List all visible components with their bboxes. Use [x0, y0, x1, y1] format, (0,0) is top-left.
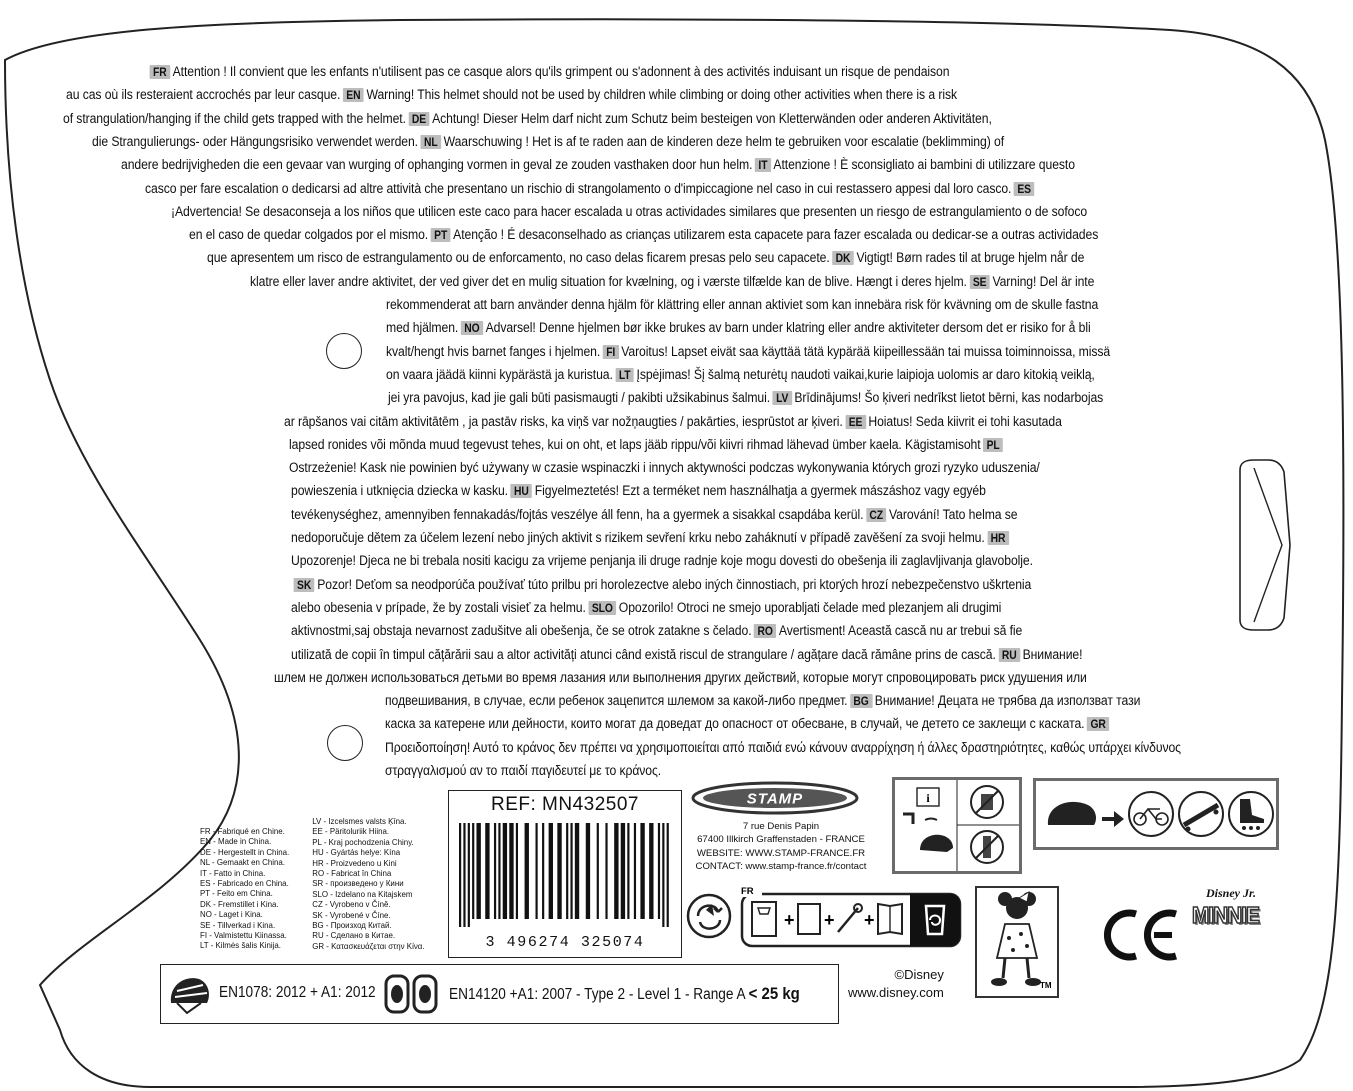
warning-text: Achtung! Dieser Helm darf nicht zum Schutz beim besteigen von Kletterwänden oder anderen Aktivitäten, — [432, 110, 992, 127]
made-in-line: RU - Сделано в Китае. — [312, 930, 396, 941]
barcode-bar — [494, 823, 496, 919]
ce-mark — [1100, 906, 1182, 964]
language-tag: FI — [603, 345, 619, 359]
warning-text: Varning! Del är inte — [992, 273, 1095, 290]
warning-line — [284, 411, 1062, 434]
warning-line — [250, 271, 1094, 294]
warning-line — [171, 201, 1087, 224]
made-in-line: PL - Kraj pochodzenia Chiny. — [312, 836, 414, 847]
address-line: 7 rue Denis Papin — [742, 821, 820, 832]
warning-line — [386, 341, 1110, 364]
warning-text: Pozor! Deťom sa neodporúča používať túto prilbu pri horolezectve alebo iných činnostiach, pri ktorých hrozí nebezpečenstvo uškrtenia — [317, 576, 1032, 593]
svg-text:+: + — [864, 910, 875, 930]
made-in-line: DE - Hergestellt in China. — [200, 846, 290, 857]
warning-text: au cas où ils resteraient accrochés par leur casque. — [66, 87, 341, 104]
barcode-bar — [459, 823, 461, 927]
warning-text: nedoporučuje dětem za účelem lezení nebo jiných aktivit s rizikem sevření krku nebo zaháknutí v případě zavěšení za svoji helmu. — [291, 530, 985, 546]
warning-text: Upozorenje! Djeca ne bi trebala nositi kacigu za vrijeme penjanja ili druge radnje koje mogu dovesti do obešenja ili zaglavljivanja glavobolje. — [291, 553, 1033, 570]
language-tag: LT — [615, 368, 634, 382]
warning-text: Varování! Tato helma se — [889, 506, 1018, 523]
warning-text: στραγγαλισμού αν το παιδί παγιδευτεί με το κράνος. — [385, 763, 662, 779]
weight-limit: < 25 kg — [748, 984, 800, 1003]
stamp-logo-text: STAMP — [746, 790, 804, 808]
made-in-line: FI - Valmistettu Kiinassa. — [200, 930, 287, 941]
warning-text: kvalt/hengt hvis barnet fanges i hjelmen. — [386, 343, 601, 360]
punch-hole-lower — [327, 725, 363, 761]
recycling-pictograms — [686, 884, 968, 952]
warning-text: rekommenderat att barn använder denna hjälm för klättring eller annan aktiviet som kan innebära risk för kvävning om de skulle fastna — [386, 297, 1099, 313]
made-in-line: HU - Gyártás helye: Kína — [312, 847, 401, 858]
warning-text: Ostrzeżenie! Kask nie powinien być używany w czasie wspinaczki i innych aktywności podczas wykonywania których grozi ryzyko uduszenia/ — [289, 460, 1040, 477]
language-tag: DE — [408, 112, 429, 126]
warning-text: Vigtigt! Børn rades til at bruge hjelm når de — [856, 250, 1085, 267]
warning-text: jei yra pavojus, kad jie gali būti pasismaugti / pakibti užsikabinus šalmui. — [388, 390, 771, 407]
warning-text: шлем не должен использоваться детьми во время лазания или выполнения других действий, которые могут спровоцировать риск удушения или — [274, 669, 1087, 686]
minnie-logo-text: MINNIE — [1192, 902, 1260, 928]
warning-text: die Strangulierungs- oder Hängungsrisiko verwendet werden. — [92, 133, 418, 150]
disney-jr-minnie-logo — [1192, 886, 1288, 946]
stamp-logo — [690, 780, 860, 816]
made-in-line: HR - Proizvedeno u Kini — [312, 857, 397, 868]
warning-line — [63, 108, 992, 131]
made-in-line: CZ - Vyrobeno v Číně. — [312, 899, 391, 910]
warning-line — [289, 434, 1006, 457]
disney-website: www.disney.com — [848, 985, 944, 1000]
barcode-box — [448, 790, 682, 958]
warning-text: Brīdinājums! Šo ķiveri nedrīkst lietot bērni, kas nodarbojas — [794, 390, 1104, 407]
warning-text: Внимание! — [1022, 646, 1083, 663]
warning-line — [388, 387, 1103, 410]
address-line: CONTACT: www.stamp-france.fr/contact — [695, 861, 867, 873]
warning-text: andere bedrijvigheden die een gevaar van wurging of ophanging vormen in geval ze zouden vasthaken door hun helm. — [121, 157, 753, 174]
barcode-bars — [459, 823, 671, 927]
activities-box — [1033, 778, 1279, 850]
warning-line — [291, 550, 1033, 573]
minnie-icon — [977, 888, 1057, 996]
en1078-standard: EN1078: 2012 + A1: 2012 — [219, 984, 376, 1001]
language-tag: NL — [421, 135, 441, 149]
language-tag: NO — [461, 321, 483, 335]
barcode-bar — [649, 823, 653, 919]
language-tag: PT — [431, 228, 451, 242]
barcode-bar — [586, 823, 590, 919]
barcode-bar — [468, 823, 470, 927]
warning-line — [385, 690, 1140, 713]
warning-line — [121, 154, 1075, 177]
warning-text: alebo obesenia v prípade, že by zostali visieť za helmu. — [291, 599, 586, 616]
warning-text: utilizată de copii în timpul cățărării sau a altor activități atunci când există riscul de strangulare / agățare dacă rămâne prins de cască. — [291, 646, 996, 663]
barcode-bar — [509, 823, 513, 919]
warning-line — [291, 620, 1022, 643]
warning-text: Attention ! Il convient que les enfants n'utilisent pas ce casque alors qu'ils grimpent ou s'adonnent à des activités induisant un risque de pendaison — [172, 64, 950, 80]
warning-text: powieszenia i utknięcia dziecka w kasku. — [291, 483, 508, 500]
made-in-line: GR - Κατασκευάζεται στην Κίνα. — [312, 940, 425, 951]
language-tag: SK — [294, 578, 315, 592]
language-tag: HU — [511, 484, 533, 498]
language-tag: RU — [998, 648, 1020, 662]
punch-hole-upper — [326, 333, 362, 369]
warning-text: casco per fare escalation o dedicarsi ad altre attività che presentano un rischio di strangolamento o d'impiccagione nel caso in cui restassero appesi dal loro casco. — [145, 180, 1012, 197]
made-in-line: FR - Fabriqué en Chine. — [200, 826, 285, 836]
barcode-bar — [575, 823, 579, 919]
language-tag: SE — [969, 275, 989, 289]
barcode-bar — [627, 823, 629, 919]
warning-text: que apresentem um risco de estrangulamento ou de enforcamento, no caso delas ficarem presas pelo seu capacete. — [207, 250, 830, 267]
svg-text:i: i — [926, 791, 930, 805]
language-tag: HR — [987, 531, 1009, 545]
warning-text: Atenção ! É desaconselhado as crianças utilizarem esta capacete para fazer escalada ou dedicar-se a outras actividades — [453, 227, 1099, 244]
care-instructions-box — [892, 777, 1022, 874]
barcode-bar — [463, 823, 465, 927]
barcode-bar — [566, 823, 568, 919]
language-tag: EN — [343, 88, 364, 102]
disney-copyright — [848, 966, 944, 1002]
barcode-bar — [557, 823, 561, 919]
warning-line — [274, 667, 1087, 690]
language-tag: EE — [845, 415, 865, 429]
made-in-line: EE - Päritoluriik Hiina. — [312, 826, 390, 837]
made-in-line: EN - Made in China. — [200, 836, 272, 847]
made-in-line: RO - Fabricat în China — [312, 868, 392, 879]
barcode-bar — [634, 823, 636, 919]
warning-text: Внимание! Децата не трябва да използват тази — [874, 693, 1141, 710]
barcode-bar — [472, 823, 474, 919]
barcode-bar — [614, 823, 618, 919]
minnie-box — [975, 886, 1059, 998]
warning-text: ¡Advertencia! Se desaconseja a los niños que utilicen este caco para hacer escalada u otras actividades similares que presenten un riesgo de estrangulamiento o de sofoco — [171, 203, 1088, 220]
warning-text: klatre eller laver andre aktivitet, der ved giver det en mulig situation for kvælning, og i værste tilfælde kan de blive. Hængt i deres hjelm. — [250, 273, 967, 290]
warning-line — [291, 480, 986, 503]
address-line: WEBSITE: WWW.STAMP-FRANCE.FR — [696, 847, 866, 859]
language-tag: SLO — [588, 601, 616, 615]
barcode-bar — [662, 823, 664, 927]
warning-text: aktivnostmi,saj obstaja nevarnost zadušitve ali obešenja, če se otrok zatakne s čelado. — [291, 623, 752, 640]
language-tag: GR — [1087, 717, 1109, 731]
warning-text: Warning! This helmet should not be used by children while climbing or doing other activities when there is a risk — [366, 87, 957, 104]
warning-text: Figyelmeztetés! Ezt a terméket nem használhatja a gyermek mászáshoz vagy egyéb — [534, 483, 986, 500]
warning-text: of strangulation/hanging if the child gets trapped with the helmet. — [63, 110, 406, 127]
helmet-icon — [167, 971, 213, 1017]
warning-text: Avertisment! Această cască nu ar trebui să fie — [778, 623, 1023, 640]
language-tag: BG — [850, 694, 872, 708]
made-in-line: DK - Fremstillet i Kina. — [200, 898, 279, 909]
en14120-standard — [449, 984, 800, 1004]
warning-line — [386, 364, 1095, 387]
made-in-line: PT - Feito em China. — [200, 888, 273, 899]
language-tag: PL — [983, 438, 1003, 452]
activity-icons — [1036, 781, 1276, 847]
barcode-bar — [570, 823, 572, 919]
warning-text: Varoitus! Lapset eivät saa käyttää tätä kypärää kiipeillessään tai muissa toiminnoissa, missä — [621, 343, 1111, 360]
warning-line — [291, 597, 1001, 620]
made-in-line: LV - Izcelsmes valsts Ķīna. — [312, 816, 407, 826]
disney-jr-text: Disney Jr. — [1206, 886, 1257, 900]
warning-line — [66, 84, 957, 107]
made-in-col-1 — [200, 826, 289, 951]
warning-text: подвешивания, в случае, если ребенок зацепится шлемом за какой-либо предмет. — [385, 693, 848, 710]
made-in-line: LT - Kilmės šalis Kinija. — [200, 940, 281, 951]
warning-text: Προειδοποίηση! Αυτό το κράνος δεν πρέπει να χρησιμοποιείται από παιδιά ενώ κάνουν αναρρίχηση ή άλλες δραστηριότητες, καθώς υπάρχει κίνδυνος — [385, 739, 1181, 756]
warning-text: Attenzione ! È sconsigliato ai bambini di utilizzare questo — [773, 157, 1075, 174]
warning-line — [291, 504, 1018, 527]
warning-line — [385, 737, 1181, 760]
care-icons — [895, 780, 1019, 871]
knee-pads-icon — [383, 973, 439, 1015]
warning-line — [291, 644, 1082, 667]
en14120-text: EN14120 +A1: 2007 - Type 2 - Level 1 - Range A — [449, 986, 745, 1003]
warning-text: lapsed ronides või mõnda muud tegevust tehes, kui on oht, et laps jääb rippu/või kiivri rihmad lähevad ümber kaela. Kägistamisoht — [289, 436, 981, 453]
language-tag: IT — [755, 158, 771, 172]
recycle-lang: FR — [741, 886, 754, 897]
warning-line — [386, 294, 1098, 317]
warning-line — [92, 131, 1004, 154]
barcode-bar — [476, 823, 480, 919]
made-in-line: BG - Произход Китай. — [312, 920, 392, 931]
barcode-bar — [605, 823, 607, 919]
barcode-bar — [621, 823, 625, 919]
made-in-line: SLO - Izdelano na Kitajskem — [312, 888, 413, 899]
made-in-line: NO - Laget i Kina. — [200, 909, 263, 920]
warning-line — [145, 178, 1037, 201]
barcode-bar — [525, 823, 529, 919]
language-tag: ES — [1014, 182, 1034, 196]
made-in-line: SE - Tillverkad i Kina. — [200, 919, 276, 930]
language-tag: LV — [773, 391, 792, 405]
warning-text: Įspėjimas! Šį šalmą neturėtų naudoti vaikai,kurie laipioja uolomis ar daro kitokią veiklą, — [636, 366, 1095, 383]
barcode-bar — [549, 823, 553, 919]
warning-text: Waarschuwing ! Het is af te raden aan de kinderen deze helm te gebruiken voor escalatie (beklimming) of — [443, 133, 1005, 150]
made-in-line: ES - Fabricado en China. — [200, 878, 289, 889]
svg-text:+: + — [784, 910, 795, 930]
warning-line — [189, 224, 1098, 247]
barcode-bar — [498, 823, 500, 919]
warning-text: ar rāpšanos vai citām aktivitātēm , ja pastāv risks, ka viņš var nožņaugties / pakārties, iesprūstot ar ķiveri. — [284, 413, 843, 430]
warning-line — [289, 457, 1040, 480]
barcode-bar — [597, 823, 599, 919]
warning-line — [291, 574, 1031, 597]
warning-text: med hjälmen. — [386, 320, 459, 337]
warning-text: tevékenységhez, amennyiben fennakadás/fojtás veszélye áll fenn, ha a gyermek a sisakkal csapdába kerül. — [291, 506, 864, 523]
barcode-bar — [667, 823, 669, 927]
standards-strip — [160, 964, 839, 1024]
minnie-tm: TM — [1040, 981, 1052, 990]
made-in-line: IT - Fatto in China. — [200, 867, 266, 878]
warning-line — [386, 317, 1091, 340]
barcode-bar — [640, 823, 644, 919]
copyright-line: ©Disney — [894, 967, 944, 982]
barcode-bar — [535, 823, 537, 919]
warning-line — [291, 527, 1011, 550]
warning-text: en el caso de quedar colgados por el mismo. — [189, 227, 429, 244]
warning-text: on vaara jäädä kiinni kypärästä ja kuristua. — [386, 366, 613, 383]
language-tag: FR — [150, 65, 170, 79]
language-tag: DK — [832, 251, 854, 265]
address-line: 67400 Illkirch Graffenstaden - FRANCE — [697, 834, 865, 846]
barcode-bar — [542, 823, 544, 919]
warning-text: Hoiatus! Seda kiivrit ei tohi kasutada — [868, 413, 1062, 430]
barcode-bar — [503, 823, 507, 919]
ref-number: REF: MN432507 — [490, 794, 639, 815]
barcode-bar — [658, 823, 660, 919]
barcode-digits: 3 496274 325074 — [485, 934, 645, 951]
made-in-col-2 — [312, 816, 424, 951]
company-address — [681, 820, 881, 874]
warning-text: каска за катерене или дейности, които могат да доведат до опасност от обесване, в случай, че детето се заклещи с каската. — [385, 716, 1085, 733]
warning-line — [385, 713, 1112, 736]
barcode-bar — [485, 823, 489, 919]
warning-text: Advarsel! Denne hjelmen bør ikke brukes av barn under klatring eller andre aktiviteter dersom det er risiko for å bli — [485, 320, 1091, 337]
warning-line — [385, 760, 661, 783]
warning-line — [207, 247, 1084, 270]
language-tag: CZ — [866, 508, 886, 522]
made-in-line: SR - произведено у Кини — [312, 878, 404, 889]
svg-text:+: + — [824, 910, 835, 930]
warning-text: Opozorilo! Otroci ne smejo uporabljati čelade med plezanjem ali drugimi — [618, 599, 1002, 616]
made-in-line: SK - Vyrobené v Číne. — [312, 909, 391, 920]
language-tag: RO — [754, 624, 776, 638]
warning-line — [147, 61, 949, 84]
made-in-line: NL - Gemaakt en China. — [200, 857, 285, 868]
barcode-bar — [516, 823, 518, 919]
